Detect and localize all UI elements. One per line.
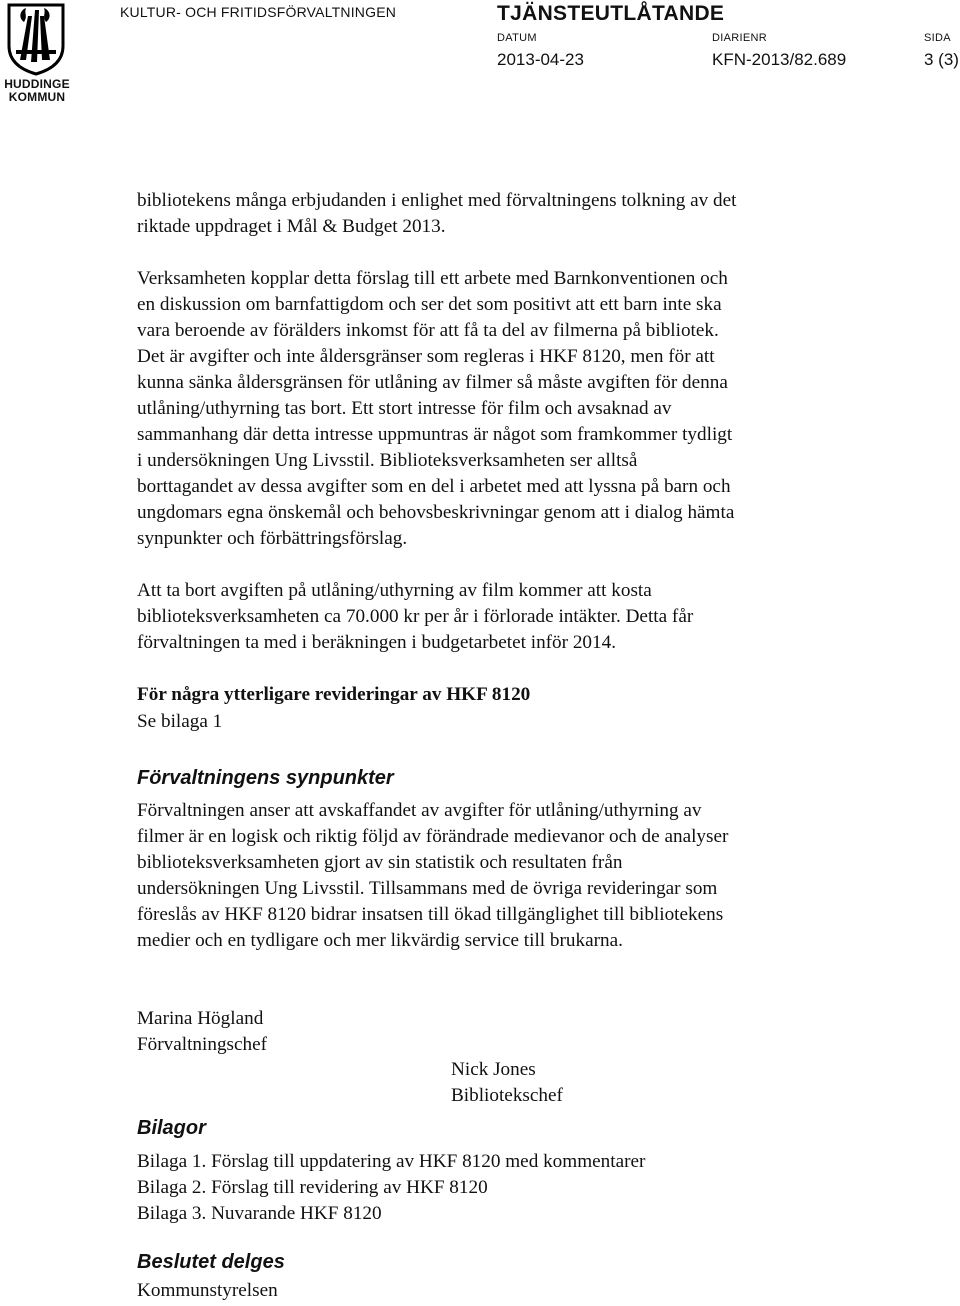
signatory-title: Förvaltningschef bbox=[137, 1034, 268, 1055]
paragraph-opinion bbox=[137, 798, 857, 954]
text-line: Verksamheten kopplar detta förslag till ett arbete med Barnkonventionen och bbox=[137, 268, 728, 289]
paragraph-rationale bbox=[137, 266, 857, 552]
reference-value: KFN-2013/82.689 bbox=[712, 50, 847, 69]
attachment-item: Bilaga 3. Nuvarande HKF 8120 bbox=[137, 1203, 382, 1224]
opinion-heading: Förvaltningens synpunkter bbox=[137, 767, 394, 789]
revisions-text: Se bilaga 1 bbox=[137, 711, 223, 732]
text-line: bibliotekens många erbjudanden i enlighet med förvaltningens tolkning av det bbox=[137, 190, 737, 211]
revisions-heading: För några ytterligare revideringar av HKF 8120 bbox=[137, 684, 531, 705]
text-line: föreslås av HKF 8120 bidrar insatsen till ökad tillgänglighet till bibliotekens bbox=[137, 904, 724, 925]
text-line: Det är avgifter och inte åldersgränser som regleras i HKF 8120, men för att bbox=[137, 346, 715, 367]
text-line: medier och en tydligare och mer likvärdig service till brukarna. bbox=[137, 930, 623, 951]
signatory-title: Bibliotekschef bbox=[451, 1085, 563, 1106]
logo-text-line2: KOMMUN bbox=[8, 90, 66, 104]
document-type: TJÄNSTEUTLÅTANDE bbox=[497, 2, 725, 25]
text-line: Att ta bort avgiften på utlåning/uthyrning av film kommer att kosta bbox=[137, 580, 652, 601]
text-line: förvaltningen ta med i beräkningen i budgetarbetet inför 2014. bbox=[137, 632, 617, 653]
attachment-item: Bilaga 1. Förslag till uppdatering av HKF 8120 med kommentarer bbox=[137, 1151, 646, 1172]
text-line: sammanhang där detta intresse uppmuntras är något som framkommer tydligt bbox=[137, 424, 733, 445]
text-line: borttagandet av dessa avgifter som en del i arbetet med att lyssna på barn och bbox=[137, 476, 731, 497]
text-line: biblioteksverksamheten ca 70.000 kr per år i förlorade intäkter. Detta får bbox=[137, 606, 694, 627]
distribution-recipient: Kommunstyrelsen bbox=[137, 1280, 278, 1301]
text-line: i undersökningen Ung Livsstil. Biblioteksverksamheten ser alltså bbox=[137, 450, 638, 471]
paragraph-intro bbox=[137, 188, 857, 240]
text-line: utlåning/uthyrning tas bort. Ett stort intresse för film och avsaknad av bbox=[137, 398, 672, 419]
paragraph-cost bbox=[137, 578, 857, 656]
text-line: en diskussion om barnfattigdom och ser det som positivt att ett barn inte ska bbox=[137, 294, 722, 315]
attachments-heading: Bilagor bbox=[137, 1117, 206, 1139]
text-line: ungdomars egna önskemål och behovsbeskrivningar genom att i dialog hämta bbox=[137, 502, 735, 523]
signatory-name: Nick Jones bbox=[451, 1059, 536, 1080]
municipality-logo bbox=[0, 0, 72, 110]
page-value: 3 (3) bbox=[924, 50, 959, 69]
signature-block-2 bbox=[451, 1057, 851, 1109]
attachments-list bbox=[137, 1149, 857, 1227]
text-line: kunna sänka åldersgränsen för utlåning av filmer så måste avgiften för denna bbox=[137, 372, 728, 393]
text-line: synpunkter och förbättringsförslag. bbox=[137, 528, 408, 549]
signatory-name: Marina Högland bbox=[137, 1008, 264, 1029]
coat-of-arms-icon bbox=[6, 2, 66, 76]
organization-name: KULTUR- OCH FRITIDSFÖRVALTNINGEN bbox=[120, 4, 397, 20]
text-line: undersökningen Ung Livsstil. Tillsammans med de övriga revideringar som bbox=[137, 878, 718, 899]
attachment-item: Bilaga 2. Förslag till revidering av HKF 8120 bbox=[137, 1177, 488, 1198]
signature-block-1 bbox=[137, 1006, 857, 1058]
text-line: Förvaltningen anser att avskaffandet av avgifter för utlåning/uthyrning av bbox=[137, 800, 702, 821]
text-line: vara beroende av förälders inkomst för att få ta del av filmerna på bibliotek. bbox=[137, 320, 719, 341]
logo-text bbox=[2, 78, 72, 104]
text-line: riktade uppdraget i Mål & Budget 2013. bbox=[137, 216, 446, 237]
text-line: filmer är en logisk och riktig följd av förändrade medievanor och de analyser bbox=[137, 826, 729, 847]
logo-text-line1: HUDDINGE bbox=[4, 77, 70, 91]
distribution-heading: Beslutet delges bbox=[137, 1251, 285, 1273]
date-value: 2013-04-23 bbox=[497, 50, 584, 69]
reference-label: DIARIENR bbox=[712, 32, 767, 44]
page-label: SIDA bbox=[924, 32, 951, 44]
text-line: biblioteksverksamheten gjort av sin statistik och resultaten från bbox=[137, 852, 623, 873]
date-label: DATUM bbox=[497, 32, 537, 44]
